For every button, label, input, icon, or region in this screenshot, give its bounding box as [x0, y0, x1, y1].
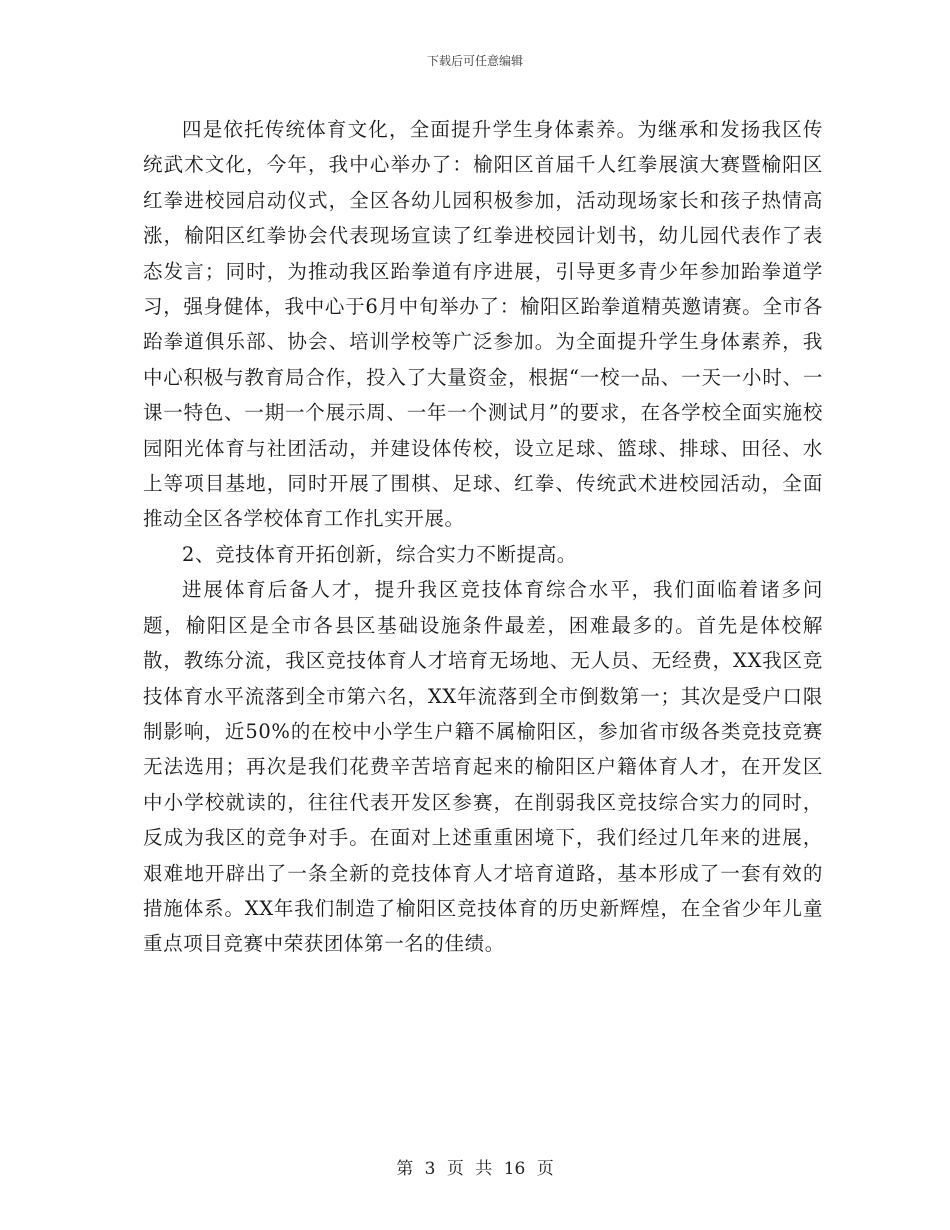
page-header: 下载后可任意编辑 [426, 54, 523, 68]
paragraph-traditional-sports: 四是依托传统体育文化，全面提升学生身体素养。为继承和发扬我区传统武术文化，今年，我中心举办了：榆阳区首届千人红拳展演大赛暨榆阳区红拳进校园启动仪式，全区各幼儿园积极参加，活动现场家长和孩子热情高涨，榆阳区红拳协会代表现场宣读了红拳进校园计划书，幼儿园代表作了表态发言；同时，为推动我区跆拳道有序进展，引导更多青少年参加跆拳道学习，强身健体，我中心于6月中旬举办了：榆阳区跆拳道精英邀请赛。全市各跆拳道俱乐部、协会、培训学校等广泛参加。为全面提升学生身体素养，我中心积极与教育局合作，投入了大量资金，根据“一校一品、一天一小时、一课一特色、一期一个展示周、一年一个测试月”的要求，在各学校全面实施校园阳光体育与社团活动，并建设体传校，设立足球、篮球、排球、田径、水上等项目基地，同时开展了围棋、足球、红拳、传统武术进校园活动，全面推动全区各学校体育工作扎实开展。 [143, 118, 823, 531]
paragraph-competitive-sports: 进展体育后备人才，提升我区竞技体育综合水平，我们面临着诸多问题，榆阳区是全市各县区基础设施条件最差，困难最多的。首先是体校解散，教练分流，我区竞技体育人才培育无场地、无人员、无经费，XX我区竞技体育水平流落到全市第六名，XX年流落到全市倒数第一；其次是受户口限制影响，近50%的在校中小学生户籍不属榆阳区，参加省市级各类竞技竞赛无法选用；再次是我们花费辛苦培育起来的榆阳区户籍体育人才，在开发区中小学校就读的，往往代表开发区参赛，在削弱我区竞技综合实力的同时，反成为我区的竞争对手。在面对上述重重困境下，我们经过几年来的进展，艰难地开辟出了一条全新的竞技体育人才培育道路，基本形成了一套有效的措施体系。XX年我们制造了榆阳区竞技体育的历史新辉煌，在全省少年儿童重点项目竞赛中荣获团体第一名的佳绩。 [143, 578, 823, 956]
page-number: 第 3 页 共 16 页 [396, 1159, 554, 1179]
section-heading-competitive-sports: 2、竞技体育开拓创新，综合实力不断提高。 [182, 542, 577, 566]
document-body [143, 112, 823, 962]
